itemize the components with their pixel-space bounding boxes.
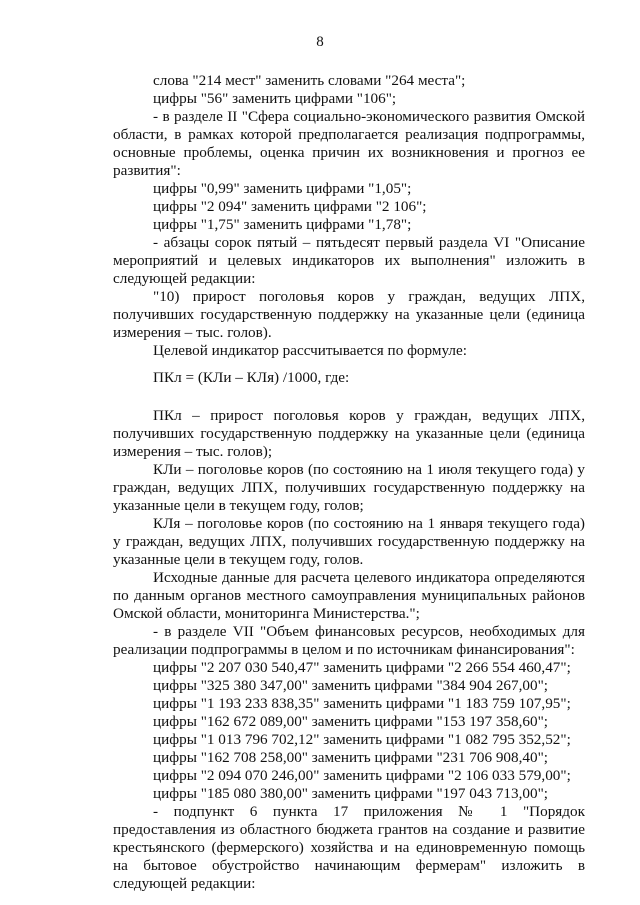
paragraph: цифры "1 013 796 702,12" заменить цифрами "1 082 795 352,52";	[153, 731, 571, 748]
paragraph: ПКл – прирост поголовья коров у граждан, ведущих ЛПХ, получивших государственную поддержку на указанные цели (единица измерения – тыс. голов);	[113, 407, 585, 460]
paragraph: цифры "56" заменить цифрами "106";	[153, 90, 397, 107]
paragraph: - подпункт 6 пункта 17 приложения № 1 "Порядок предоставления из областного бюджета грантов на создание и развитие крестьянского (фермерского) хозяйства и на единовременную помощь на бытовое обустройство начинающим фермерам" изложить в следующей редакции:	[113, 803, 585, 892]
page-number: 8	[316, 34, 324, 50]
paragraph: цифры "2 094" заменить цифрами "2 106";	[153, 198, 427, 215]
paragraph: цифры "162 708 258,00" заменить цифрами "231 706 908,40";	[153, 749, 549, 766]
paragraph: слова "214 мест" заменить словами "264 места";	[153, 72, 466, 89]
paragraph: цифры "2 094 070 246,00" заменить цифрами "2 106 033 579,00";	[153, 767, 571, 784]
paragraph: - абзацы сорок пятый – пятьдесят первый раздела VI "Описание мероприятий и целевых индикаторов их выполнения" изложить в следующей редакции:	[113, 234, 585, 287]
paragraph: цифры "162 672 089,00" заменить цифрами "153 197 358,60";	[153, 713, 549, 730]
paragraph: КЛя – поголовье коров (по состоянию на 1 января текущего года) у граждан, ведущих ЛПХ, получивших государственную поддержку на указанные цели в текущем году, голов.	[113, 515, 585, 568]
paragraph: Исходные данные для расчета целевого индикатора определяются по данным органов местного самоуправления муниципальных районов Омской области, мониторинга Министерства.";	[113, 569, 585, 622]
paragraph: - в разделе II "Сфера социально-экономического развития Омской области, в рамках которой предполагается реализация подпрограммы, основные проблемы, оценка причин их возникновения и прогноз ее развития":	[113, 108, 585, 179]
paragraph: цифры "325 380 347,00" заменить цифрами "384 904 267,00";	[153, 677, 549, 694]
paragraph: цифры "1 193 233 838,35" заменить цифрами "1 183 759 107,95";	[153, 695, 571, 712]
paragraph: цифры "185 080 380,00" заменить цифрами "197 043 713,00";	[153, 785, 549, 802]
paragraph: - в разделе VII "Объем финансовых ресурсов, необходимых для реализации подпрограммы в целом и по источникам финансирования":	[113, 623, 585, 658]
paragraph: цифры "0,99" заменить цифрами "1,05";	[153, 180, 412, 197]
paragraph: цифры "1,75" заменить цифрами "1,78";	[153, 216, 412, 233]
paragraph: "10) прирост поголовья коров у граждан, ведущих ЛПХ, получивших государственную поддержку на указанные цели (единица измерения – тыс. голов).	[113, 288, 585, 341]
document-body	[113, 72, 585, 893]
paragraph: КЛи – поголовье коров (по состоянию на 1 июля текущего года) у граждан, ведущих ЛПХ, получивших государственную поддержку на указанные цели в текущем году, голов;	[113, 461, 585, 514]
paragraph: Целевой индикатор рассчитывается по формуле:	[153, 342, 467, 359]
paragraph: цифры "2 207 030 540,47" заменить цифрами "2 266 554 460,47";	[153, 659, 571, 676]
formula: ПКл = (КЛи – КЛя) /1000, где:	[153, 369, 350, 386]
